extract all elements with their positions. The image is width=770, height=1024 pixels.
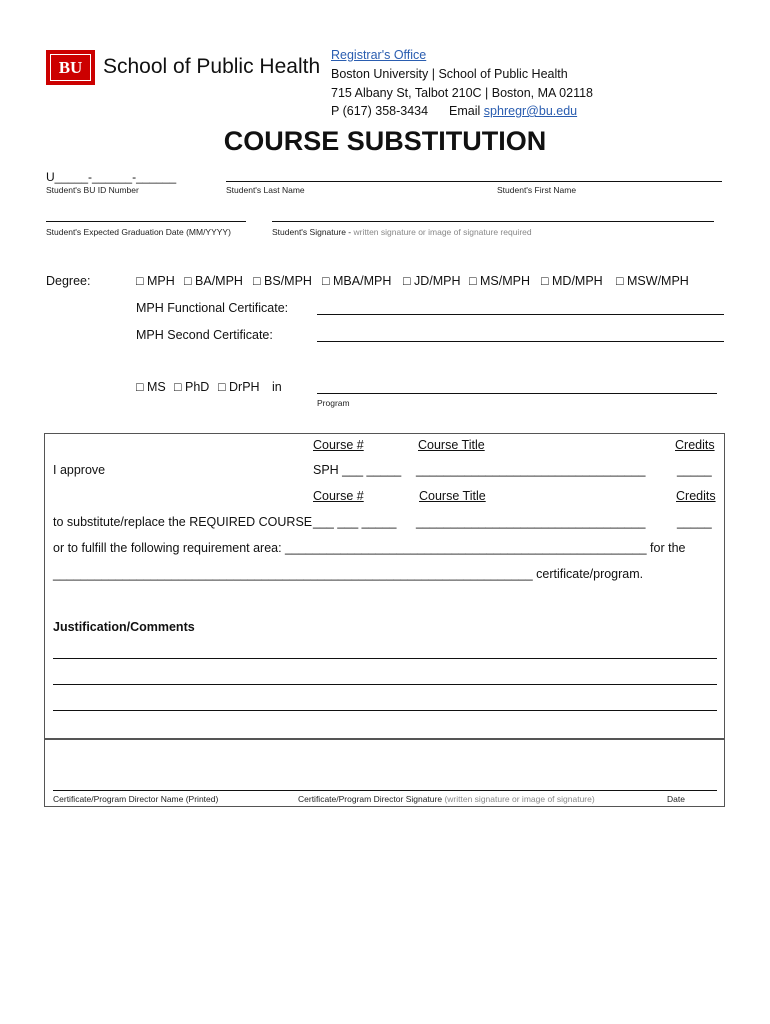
signature-hint: written signature or image of signature required <box>353 227 532 237</box>
degree-option-mba-mph[interactable]: □ MBA/MPH <box>322 274 392 288</box>
second-cert-line[interactable] <box>317 341 724 342</box>
comment-line-1[interactable] <box>53 658 717 659</box>
student-signature-line[interactable] <box>272 221 714 222</box>
approved-course-num-field[interactable]: SPH ___ _____ <box>313 463 402 477</box>
bu-logo-text: BU <box>50 54 91 81</box>
replaced-course-title-field[interactable]: _________________________________ <box>416 515 646 529</box>
replaced-credits-field[interactable]: _____ <box>677 515 712 529</box>
degree-option-ms[interactable]: □ MS <box>136 380 166 394</box>
second-cert-label: MPH Second Certificate: <box>136 328 273 342</box>
justification-label: Justification/Comments <box>53 620 195 634</box>
email-link[interactable]: sphregr@bu.edu <box>483 104 578 118</box>
approved-course-title-field[interactable]: _________________________________ <box>416 463 646 477</box>
course-num-header: Course # <box>313 438 364 452</box>
page-title: COURSE SUBSTITUTION <box>223 126 547 156</box>
first-name-label: Student's First Name <box>497 185 577 195</box>
contact-line <box>331 104 577 118</box>
signature-label-text: Student's Signature - <box>272 227 354 237</box>
director-signature-text: Certificate/Program Director Signature <box>298 794 445 804</box>
i-approve-label: I approve <box>53 463 106 477</box>
director-signature-hint: (written signature or image of signature) <box>444 794 595 804</box>
credits-header-2: Credits <box>676 489 716 503</box>
replaced-course-num-field[interactable]: ___ ___ _____ <box>313 515 397 529</box>
bu-id-field[interactable]: U_____-______-______ <box>46 170 177 184</box>
requirement-area-field[interactable]: or to fulfill the following requirement area: ____________________________________________________ for the <box>53 541 686 555</box>
functional-cert-label: MPH Functional Certificate: <box>136 301 289 315</box>
address-line1: Boston University | School of Public Health <box>331 67 568 81</box>
degree-option-bs-mph[interactable]: □ BS/MPH <box>253 274 312 288</box>
course-num-header-2: Course # <box>313 489 364 503</box>
student-signature-label <box>272 227 532 237</box>
degree-option-drph[interactable]: □ DrPH <box>218 380 260 394</box>
director-signature-line[interactable] <box>53 790 717 791</box>
credits-header: Credits <box>675 438 715 452</box>
registrar-link[interactable]: Registrar's Office <box>331 48 427 62</box>
director-signature-label <box>298 794 595 804</box>
course-title-header: Course Title <box>418 438 485 452</box>
functional-cert-line[interactable] <box>317 314 724 315</box>
replace-text: to substitute/replace the REQUIRED COURSE <box>53 515 313 529</box>
degree-option-phd[interactable]: □ PhD <box>174 380 210 394</box>
grad-date-label: Student's Expected Graduation Date (MM/YYYY) <box>46 227 231 237</box>
comment-line-3[interactable] <box>53 710 717 711</box>
degree-label: Degree: <box>46 274 91 288</box>
bu-logo <box>46 50 95 85</box>
address-line2: 715 Albany St, Talbot 210C | Boston, MA 02118 <box>331 86 593 100</box>
degree-option-ms-mph[interactable]: □ MS/MPH <box>469 274 531 288</box>
grad-date-line[interactable] <box>46 221 246 222</box>
name-line[interactable] <box>226 181 722 182</box>
director-name-label: Certificate/Program Director Name (Printed) <box>53 794 219 804</box>
school-name: School of Public Health <box>103 55 321 78</box>
degree-option-ba-mph[interactable]: □ BA/MPH <box>184 274 243 288</box>
approved-credits-field[interactable]: _____ <box>677 463 712 477</box>
program-line[interactable] <box>317 393 717 394</box>
certificate-program-field[interactable]: _____________________________________________________________________ certificate/program. <box>53 567 644 581</box>
degree-option-mph[interactable]: □ MPH <box>136 274 175 288</box>
degree-option-msw-mph[interactable]: □ MSW/MPH <box>616 274 689 288</box>
course-title-header-2: Course Title <box>419 489 486 503</box>
last-name-label: Student's Last Name <box>226 185 305 195</box>
program-label: Program <box>317 398 350 408</box>
date-label: Date <box>667 794 685 804</box>
phone-number: P (617) 358-3434 <box>331 104 429 118</box>
approval-box <box>44 433 725 739</box>
email-label: Email <box>449 104 481 118</box>
degree-option-md-mph[interactable]: □ MD/MPH <box>541 274 603 288</box>
degree-option-jd-mph[interactable]: □ JD/MPH <box>403 274 461 288</box>
bu-id-label: Student's BU ID Number <box>46 185 139 195</box>
comment-line-2[interactable] <box>53 684 717 685</box>
in-label: in <box>272 380 282 394</box>
